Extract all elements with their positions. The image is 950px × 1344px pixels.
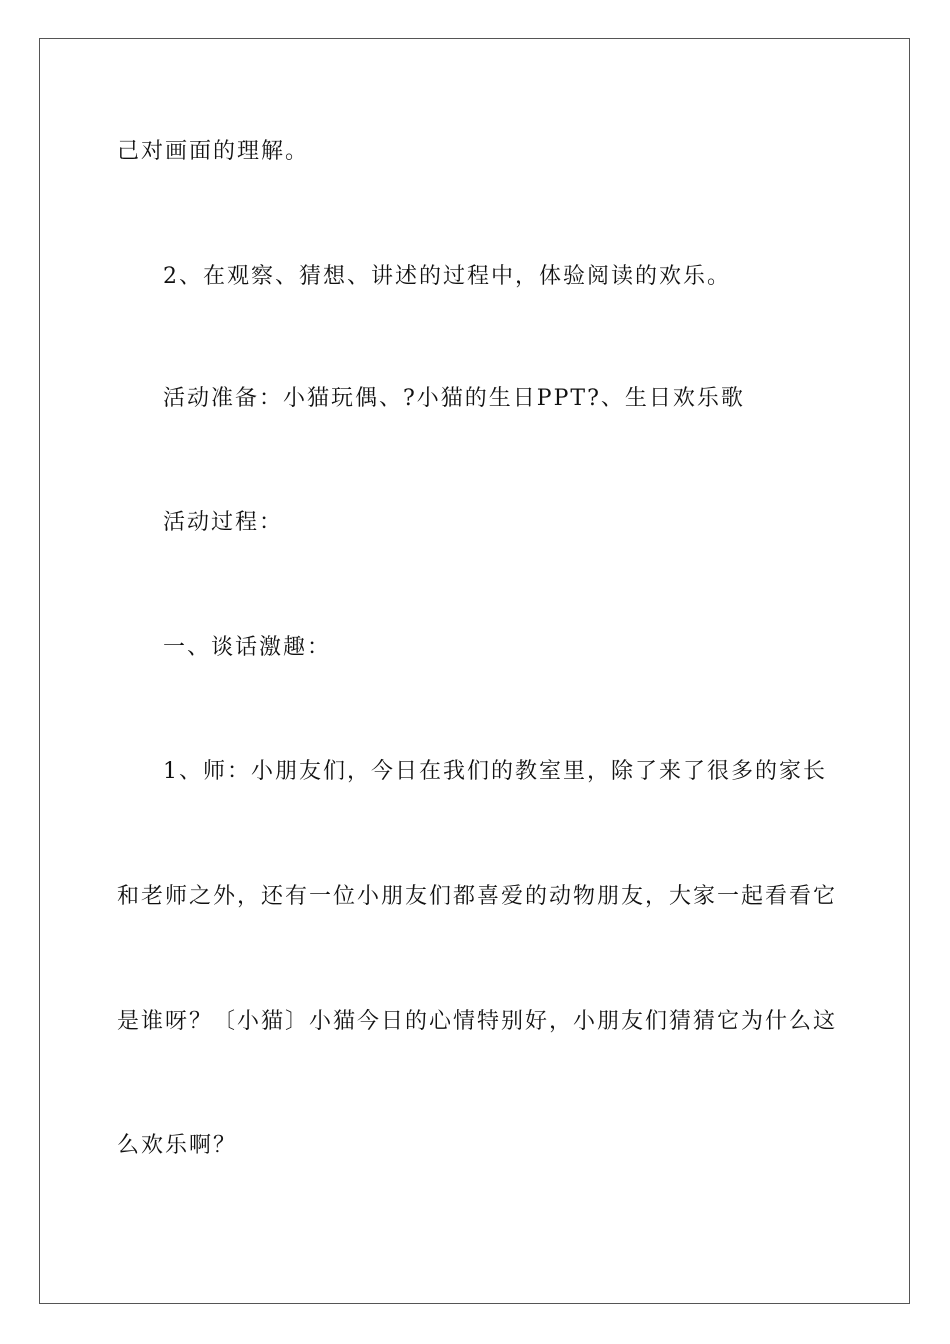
text-line-3: 活动准备：小猫玩偶、?小猫的生日PPT?、生日欢乐歌	[163, 386, 745, 411]
text-line-2: 2、在观察、猜想、讲述的过程中，体验阅读的欢乐。	[163, 264, 731, 289]
text-line-5: 一、谈话激趣：	[163, 635, 332, 660]
text-line-9: 么欢乐啊？	[117, 1133, 238, 1158]
text-line-4: 活动过程：	[163, 510, 284, 535]
text-line-8: 是谁呀？〔小猫〕小猫今日的心情特别好，小朋友们猜猜它为什么这	[117, 1009, 838, 1034]
page-frame	[39, 38, 910, 1304]
text-line-6: 1、师：小朋友们，今日在我们的教室里，除了来了很多的家长	[163, 759, 827, 784]
text-line-7: 和老师之外，还有一位小朋友们都喜爱的动物朋友，大家一起看看它	[117, 884, 838, 909]
text-line-1: 己对画面的理解。	[117, 139, 310, 164]
